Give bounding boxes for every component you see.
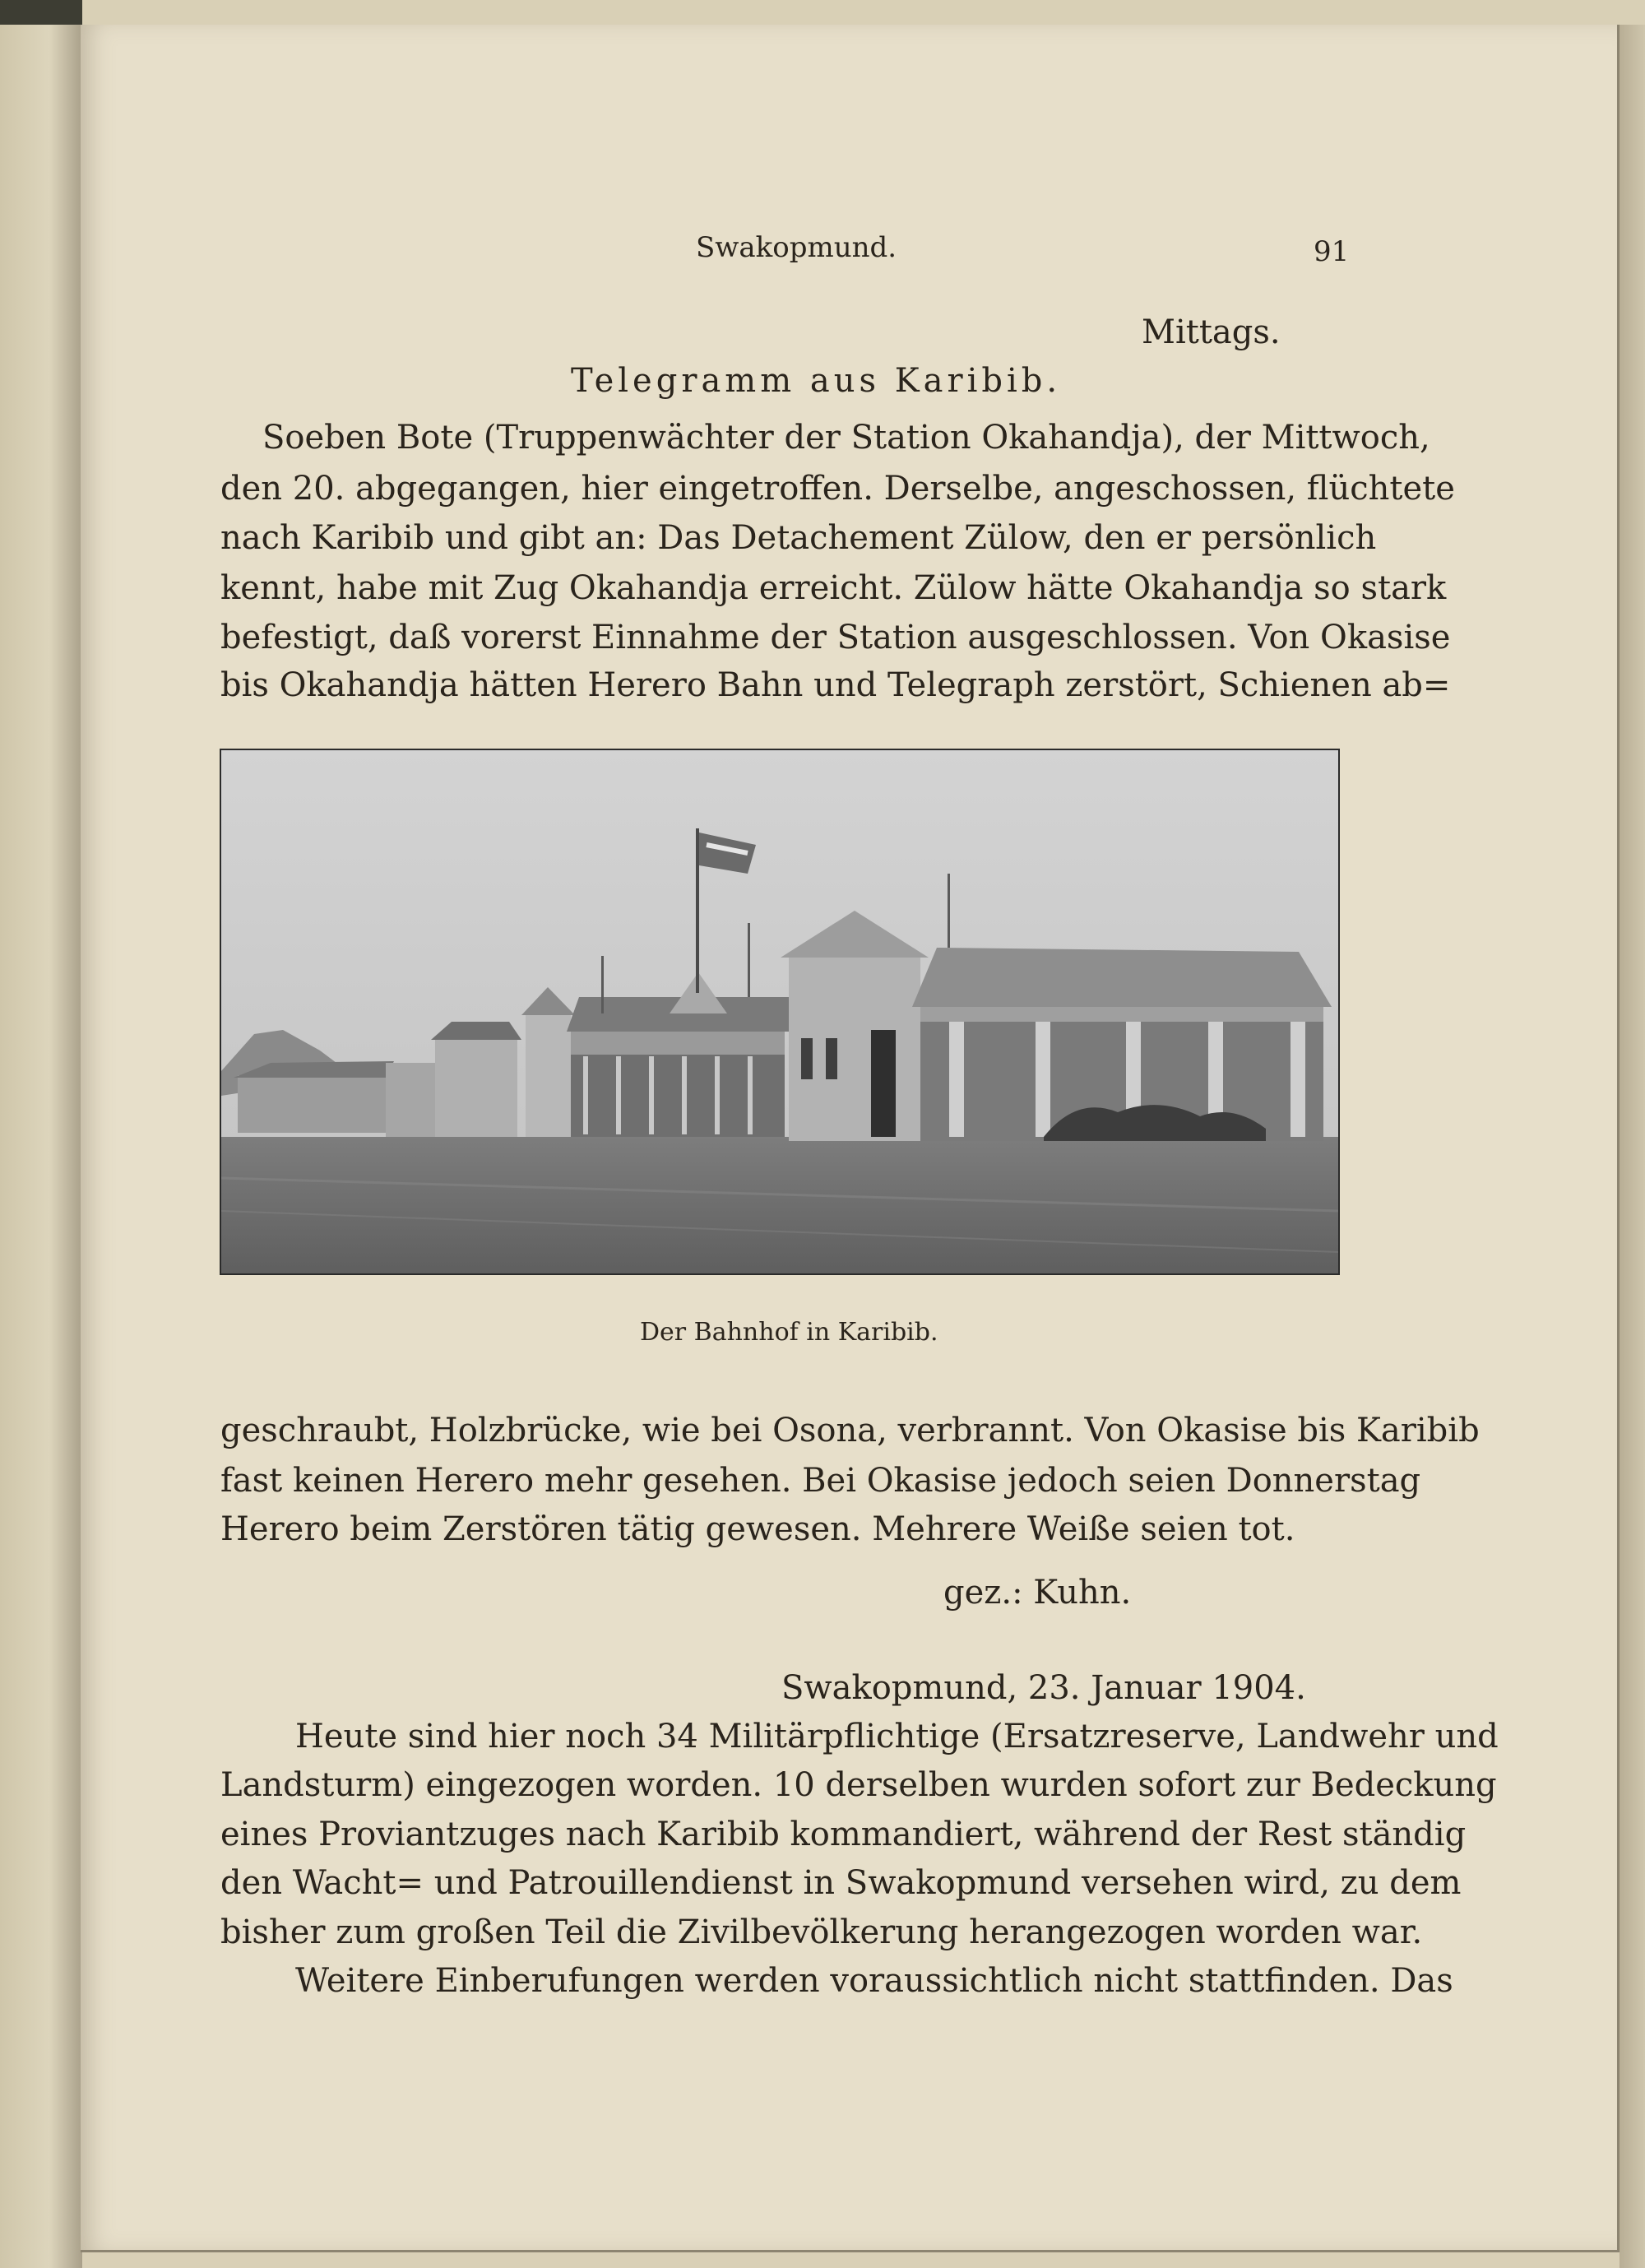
text-line: kennt, habe mit Zug Okahandja erreicht. Zülow hätte Okahandja so stark [220, 569, 1447, 607]
text-line: fast keinen Herero mehr gesehen. Bei Okasise jedoch seien Donnerstag [220, 1462, 1421, 1500]
binding-edge [0, 0, 82, 25]
signature: gez.: Kuhn. [943, 1574, 1132, 1612]
page-number: 91 [1314, 235, 1350, 268]
text-line: Herero beim Zerstören tätig gewesen. Mehrere Weiße seien tot. [220, 1510, 1295, 1548]
page-edge-right [1620, 25, 1645, 2268]
station-photograph [220, 749, 1340, 1275]
text-line: eines Proviantzuges nach Karibib kommandiert, während der Rest ständig [220, 1816, 1467, 1853]
text-line: Landsturm) eingezogen worden. 10 derselben wurden sofort zur Bedeckung [220, 1766, 1497, 1804]
text-line: befestigt, daß vorerst Einnahme der Station ausgeschlossen. Von Okasise [220, 619, 1451, 656]
section-title: Telegramm aus Karibib. [571, 362, 1062, 400]
time-note: Mittags. [1142, 313, 1281, 351]
adjacent-page-edge [0, 0, 82, 2268]
text-line: Soeben Bote (Truppenwächter der Station Okahandja), der Mittwoch, [262, 419, 1430, 457]
figure-caption: Der Bahnhof in Karibib. [640, 1318, 938, 1347]
text-line: Heute sind hier noch 34 Militärpflichtige (Ersatzreserve, Landwehr und [295, 1718, 1499, 1755]
text-line: bisher zum großen Teil die Zivilbevölkerung herangezogen worden war. [220, 1913, 1423, 1951]
text-line: geschraubt, Holzbrücke, wie bei Osona, verbrannt. Von Okasise bis Karibib [220, 1412, 1480, 1449]
dateline: Swakopmund, 23. Januar 1904. [781, 1669, 1306, 1707]
text-line: den 20. abgegangen, hier eingetroffen. Derselbe, angeschossen, flüchtete [220, 470, 1455, 508]
text-line: bis Okahandja hätten Herero Bahn und Telegraph zerstört, Schienen ab= [220, 666, 1451, 704]
text-line: nach Karibib und gibt an: Das Detachement Zülow, den er persönlich [220, 519, 1377, 557]
running-title: Swakopmund. [696, 231, 897, 264]
text-line: den Wacht= und Patrouillendienst in Swakopmund versehen wird, zu dem [220, 1864, 1462, 1902]
text-line: Weitere Einberufungen werden voraussichtlich nicht stattfinden. Das [295, 1962, 1453, 2000]
